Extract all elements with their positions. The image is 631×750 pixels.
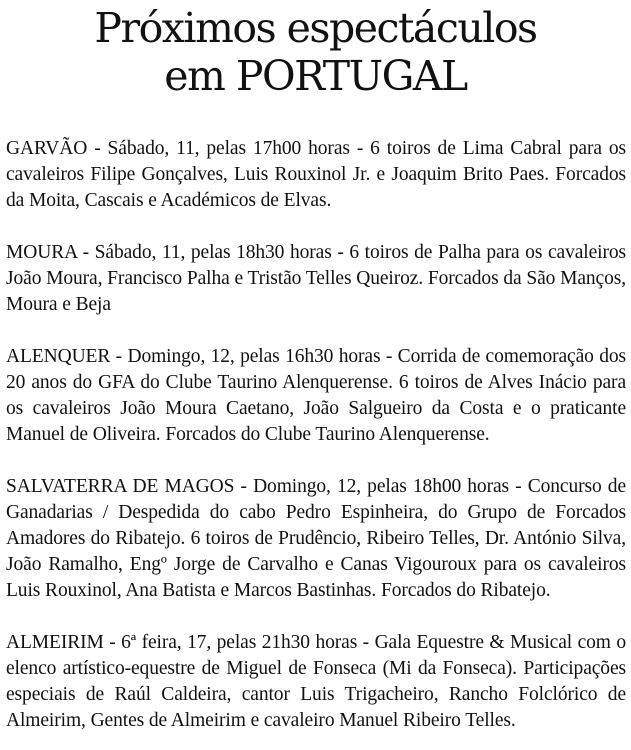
listing-entry-moura: MOURA - Sábado, 11, pelas 18h30 horas - 6 toiros de Palha para os cavaleiros João Moura, Francisco Palha e Tristão Telles Queiroz. Forcados da São Manços, Moura e Beja [6,242,626,315]
headline-line-1: Próximos espectáculos [94,4,537,52]
headline [0,4,631,100]
listing-entry-salvaterra-de-magos: SALVATERRA DE MAGOS - Domingo, 12, pelas 18h00 horas - Concurso de Ganadarias / Despedida do cabo Pedro Espinheira, do Grupo de Forcados Amadores do Ribatejo. 6 toiros de Prudêncio, Ribeiro Telles, Dr. António Silva, João Ramalho, Engº Jorge de Carvalho e Canas Vigouroux para os cavaleiros Luis Rouxinol, Ana Batista e Marcos Bastinhas. Forcados do Ribatejo. [6,476,626,601]
listings-article [6,136,626,734]
listing-entry-alenquer: ALENQUER - Domingo, 12, pelas 16h30 horas - Corrida de comemoração dos 20 anos do GFA do Clube Taurino Alenquerense. 6 toiros de Alves Inácio para os cavaleiros João Moura Caetano, João Salgueiro da Costa e o praticante Manuel de Oliveira. Forcados do Clube Taurino Alenquerense. [6,346,626,445]
listing-entry-garvao: GARVÃO - Sábado, 11, pelas 17h00 horas - 6 toiros de Lima Cabral para os cavaleiros Filipe Gonçalves, Luis Rouxinol Jr. e Joaquim Brito Paes. Forcados da Moita, Cascais e Académicos de Elvas. [6,138,626,211]
listing-entry-almeirim: ALMEIRIM - 6ª feira, 17, pelas 21h30 horas - Gala Equestre & Musical com o elenco artístico-equestre de Miguel de Fonseca (Mi da Fonseca). Participações especiais de Raúl Caldeira, cantor Luis Trigacheiro, Rancho Folclórico de Almeirim, Gentes de Almeirim e cavaleiro Manuel Ribeiro Telles. [6,632,626,731]
headline-line-2: em PORTUGAL [164,52,467,100]
